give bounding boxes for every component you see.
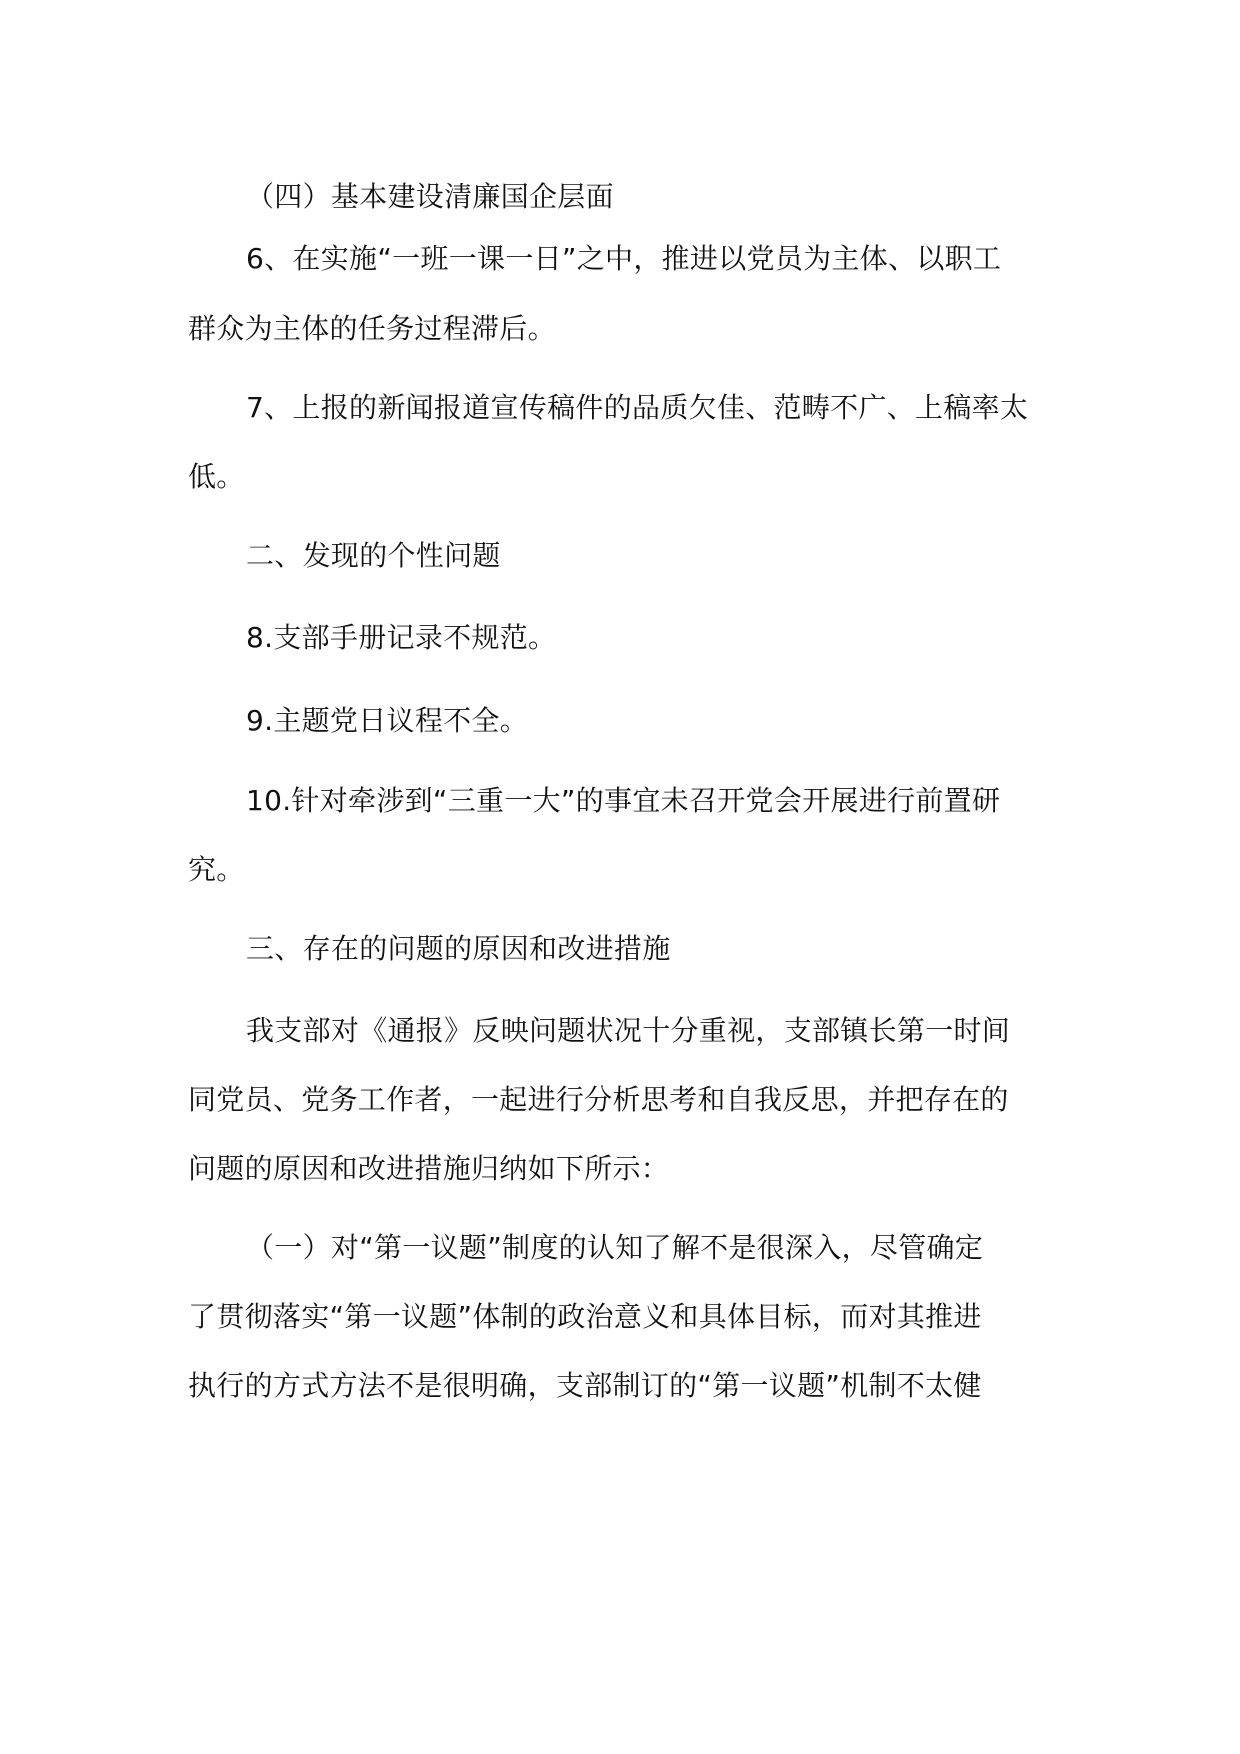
item-6-line-2: 群众为主体的任务过程滞后。 [188,312,556,345]
paragraph-line-1: 我支部对《通报》反映问题状况十分重视，支部镇长第一时间 [246,1014,1011,1047]
paragraph-line-3: 问题的原因和改进措施归纳如下所示： [188,1152,670,1185]
section-heading-3: 三、存在的问题的原因和改进措施 [246,932,671,965]
subsection-1-line-3: 执行的方式方法不是很明确，支部制订的“第一议题”机制不太健 [188,1369,982,1402]
item-10-line-2: 究。 [188,853,245,886]
item-10-line-1: 10.针对牵涉到“三重一大”的事宜未召开党会开展进行前置研 [246,784,1001,817]
subsection-1-line-1: （一）对“第一议题”制度的认知了解不是很深入，尽管确定 [246,1231,984,1264]
item-8: 8.支部手册记录不规范。 [246,621,557,654]
item-7-line-2: 低。 [188,460,245,493]
item-9: 9.主题党日议程不全。 [246,704,529,737]
paragraph-line-2: 同党员、党务工作者，一起进行分析思考和自我反思，并把存在的 [188,1083,1009,1116]
subsection-1-line-2: 了贯彻落实“第一议题”体制的政治意义和具体目标，而对其推进 [188,1300,982,1333]
item-6-line-1: 6、在实施“一班一课一日”之中，推进以党员为主体、以职工 [246,242,1002,275]
section-heading-2: 二、发现的个性问题 [246,539,501,572]
section-heading-4: （四）基本建设清廉国企层面 [246,180,614,213]
item-7-line-1: 7、上报的新闻报道宣传稿件的品质欠佳、范畴不广、上稿率太 [246,391,1029,424]
